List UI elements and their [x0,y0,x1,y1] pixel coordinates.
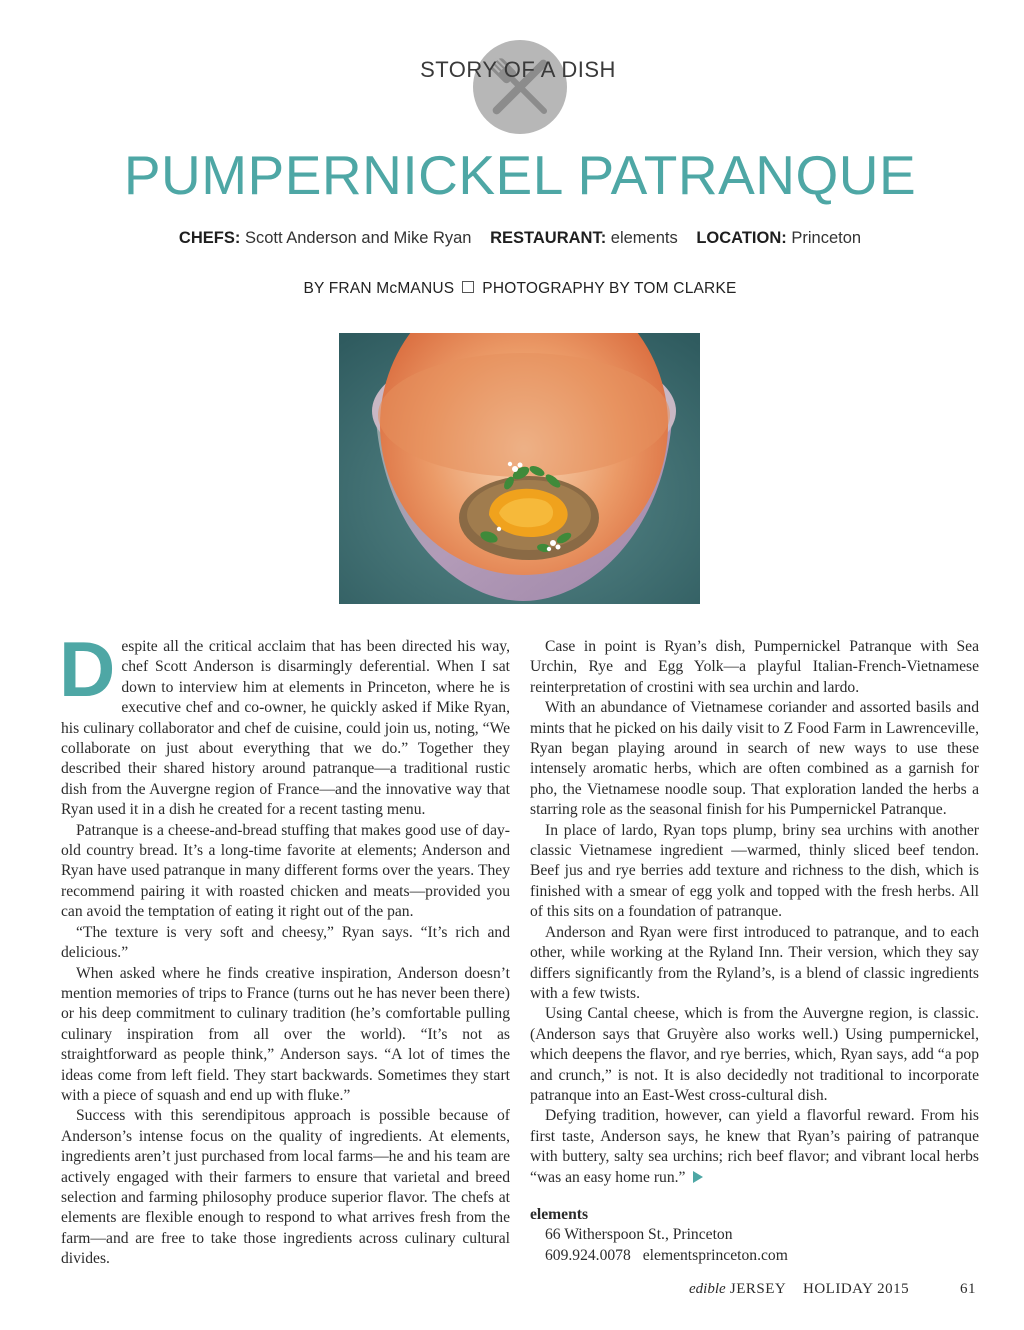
chefs-value: Scott Anderson and Mike Ryan [244,229,472,247]
location-credit [696,229,861,247]
restaurant-contact [530,1246,788,1266]
article-paragraph: Success with this serendipitous approach is possible because of Anderson’s intense focus on the quality of ingredients. At elements, ingredients aren’t just purchased from local farms—he and his team are actively engaged with their farmers to ensure that varietal and breed selection and farming philosophy produce superior flavor. The chefs at elements are flexible enough to respond to what arrives fresh from the farm—and are free to take those ingredients across culinary cultural divides. [61,1107,510,1268]
article-paragraph: When asked where he finds creative inspiration, Anderson doesn’t mention memories of trips to France (turns out he has never been there) or his deep commitment to culinary tradition (he’s comfortable pulling culinary inspiration from all over the world). “It’s not as straightforward as people think,” Anderson says. “A lot of times the ideas come from left field. They start backwards. Sometimes they start with a piece of squash and end up with fluke.” [61,964,510,1104]
article-left-column [59,625,510,1270]
dish-credits [0,229,1024,248]
article-paragraph: Case in point is Ryan’s dish, Pumpernickel Patranque with Sea Urchin, Rye and Egg Yolk—a playful Italian-French-Vietnamese reinterpretation of crostini with sea urchin and lardo. [530,638,979,696]
article-paragraph: Despite all the critical acclaim that has been directed his way, chef Scott Anderson is disarmingly deferential. When I sat down to interview him at elements in Princeton, where he is executive chef and co-owner, he quickly asked if Mike Ryan, his culinary collaborator and chef de cuisine, could join us, noting, “We collaborate on just about everything that we do.” Together they described their shared history around patranque—a traditional rustic dish from the Auvergne region of France—and the innovative way that Ryan used it in a dish he created for a recent tasting menu. [59,625,510,819]
restaurant-name: elements [530,1206,589,1223]
drop-cap: D [59,625,116,713]
magazine-name: edible JERSEY [689,1281,787,1297]
restaurant-credit [490,229,682,247]
separator-box-icon [462,281,474,293]
fork-and-knife-icon [473,40,567,134]
section-label: STORY OF A DISH [420,57,616,82]
article-paragraph: In place of lardo, Ryan tops plump, briny sea urchins with another classic Vietnamese ingredient —warmed, thinly sliced beef tendon. Beef jus and rye berries add texture and richness to the dish, which is finished with a smear of egg yolk and topped with the fresh herbs. All of this sits on a foundation of patranque. [530,821,979,921]
article-paragraph: “The texture is very soft and cheesy,” Ryan says. “It’s rich and delicious.” [61,923,510,962]
issue-date: HOLIDAY 2015 [803,1281,910,1297]
photographer-credit: PHOTOGRAPHY BY TOM CLARKE [482,280,737,297]
article-paragraph: With an abundance of Vietnamese coriander and assorted basils and mints that he picked on his daily visit to Z Food Farm in Lawrenceville, Ryan began playing around in search of new ways to use these intensely aromatic herbs, which are often combined as a garnish for pho, the Vietnamese noodle soup. That exploration landed the herbs a starring role as the seasonal finish for his Pumpernickel Patranque. [530,699,979,819]
restaurant-label: RESTAURANT: [490,229,607,247]
bowl-with-sea-urchin-dish [339,333,700,604]
article-paragraph: Anderson and Ryan were first introduced to patranque, and to each other, while working at the Ryland Inn. Their version, which they say differs significantly from the Ryland’s, is a blend of classic ingredients with a few twists. [530,923,979,1002]
page-footer [0,1281,1024,1301]
restaurant-phone: 609.924.0078 [545,1246,631,1264]
location-label: LOCATION: [696,229,787,247]
page-title: PUMPERNICKEL PATRANQUE [123,144,917,206]
restaurant-website: elementsprinceton.com [642,1246,788,1264]
location-value: Princeton [791,229,862,247]
author-credit: BY FRAN McMANUS [303,280,455,297]
article-paragraph: Using Cantal cheese, which is from the Auvergne region, is classic. (Anderson says that Gruyère also works well.) Using pumpernickel, which deepens the flavor, and rye berries, which, Ryan says, add “a pop and crunch,” is not. It is also decidedly not traditional to incorporate patranque into an East-West cross-cultural dish. [530,1005,979,1104]
restaurant-info [530,1205,788,1266]
article-paragraph: Defying tradition, however, can yield a flavorful reward. From his first taste, Anderson says, he knew that Ryan’s pairing of patranque with buttery, salty sea urchins; rich beef flavor; and vibrant local herbs “was an easy home run.” [530,1107,979,1186]
restaurant-value: elements [610,229,678,247]
triangle-endmark-icon [693,1171,703,1183]
restaurant-address: 66 Witherspoon St., Princeton [545,1226,733,1244]
article-paragraph: Patranque is a cheese-and-bread stuffing that makes good use of day-old country bread. It’s a long-time favorite at elements; Anderson and Ryan have used patranque in many different forms over the years. They recommend pairing it with roasted chicken and meats—provided you can avoid the temptation of eating it right out of the pan. [61,821,510,921]
article-right-column [530,637,979,1188]
chefs-label: CHEFS: [178,229,241,247]
chefs-credit [179,229,476,247]
dish-photo [339,333,700,604]
byline [0,280,1024,298]
page-number: 61 [960,1281,976,1297]
